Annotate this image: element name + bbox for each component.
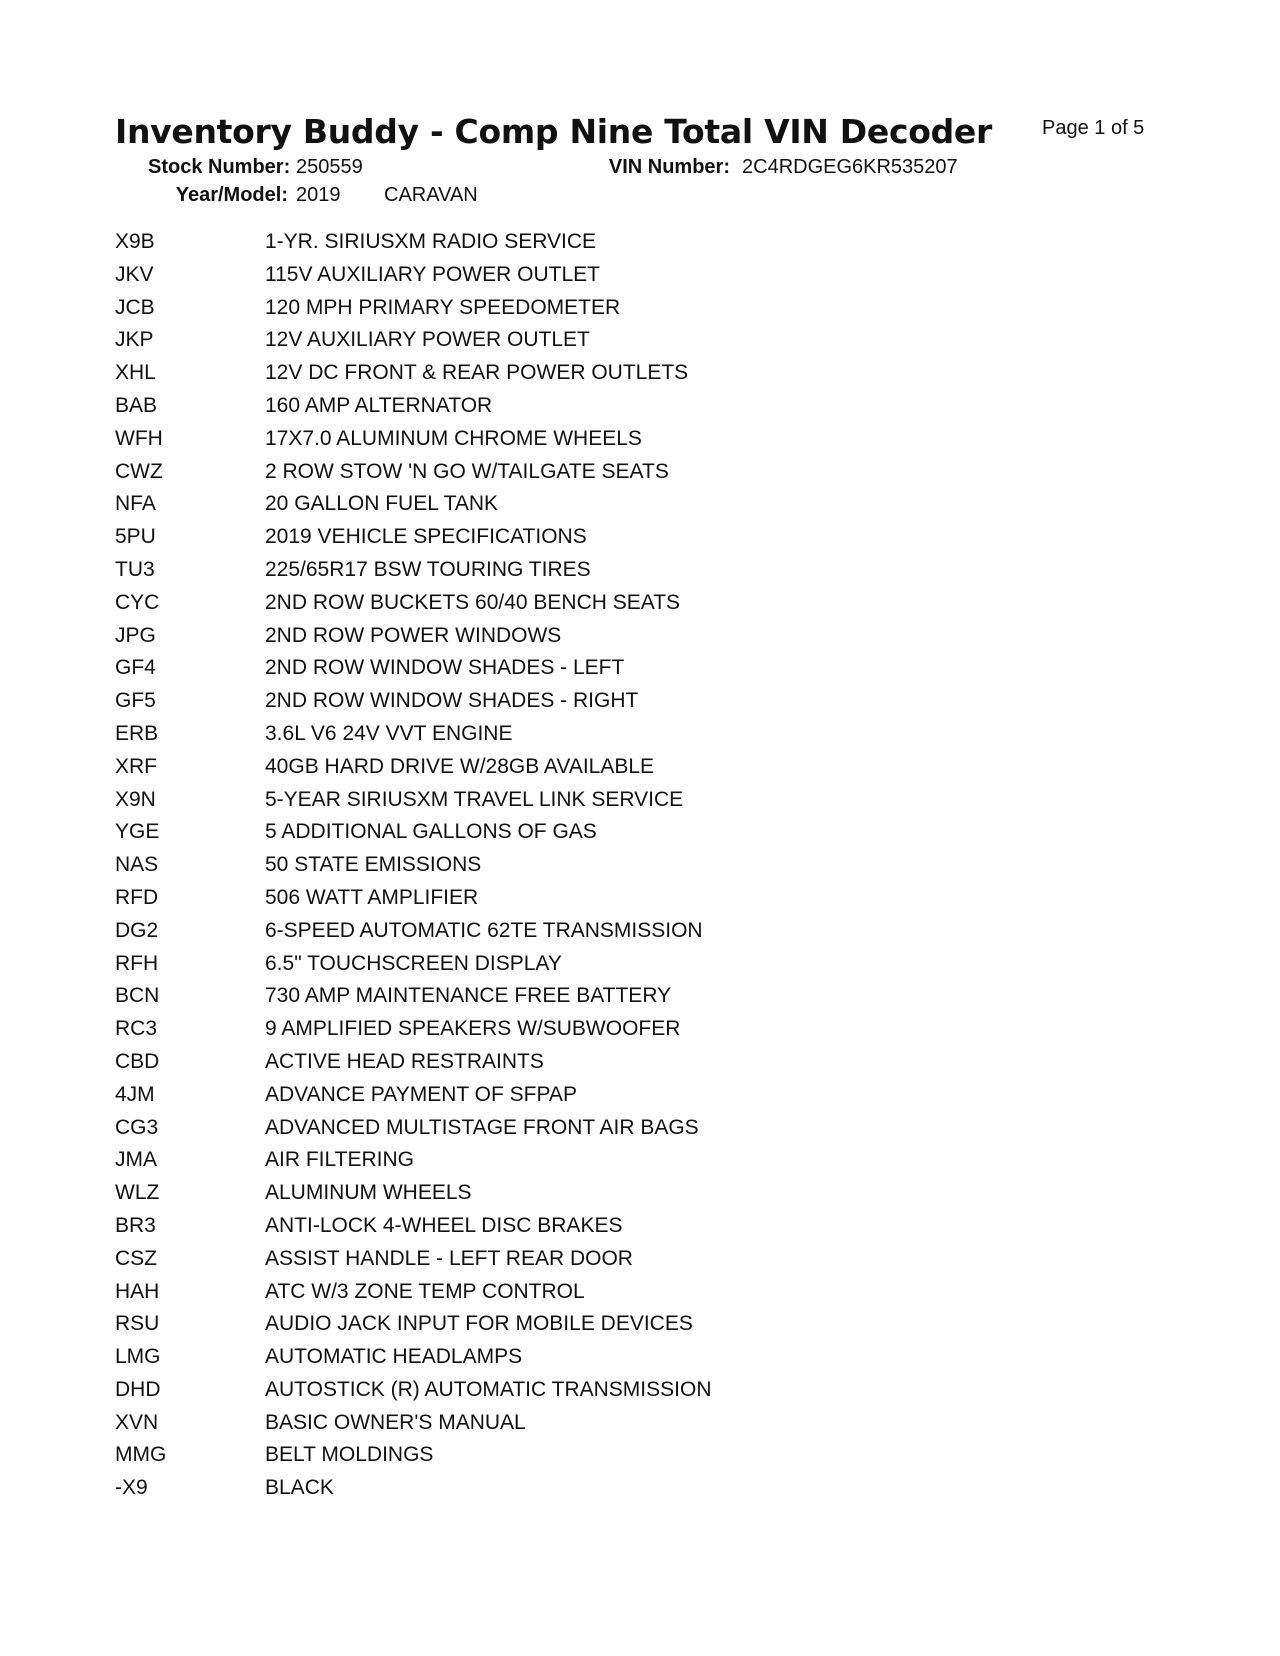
year-value: 2019 [296,184,341,206]
option-code: DHD [115,1377,161,1401]
option-code: XRF [115,754,157,778]
option-row [115,721,1015,754]
option-description: AUDIO JACK INPUT FOR MOBILE DEVICES [265,1312,693,1336]
option-description: 6-SPEED AUTOMATIC 62TE TRANSMISSION [265,918,703,942]
option-description: 115V AUXILIARY POWER OUTLET [265,262,600,286]
page-indicator: Page 1 of 5 [1042,117,1145,139]
option-row [115,459,1015,492]
option-description: 2 ROW STOW 'N GO W/TAILGATE SEATS [265,459,669,483]
option-row [115,787,1015,820]
option-description: 225/65R17 BSW TOURING TIRES [265,557,591,581]
option-row [115,590,1015,623]
option-description: 1-YR. SIRIUSXM RADIO SERVICE [265,230,597,253]
stock-number-value: 250559 [296,156,363,178]
option-row [115,918,1015,951]
option-code: MMG [115,1443,167,1467]
option-row [115,983,1015,1016]
option-description: 2ND ROW POWER WINDOWS [265,623,562,647]
option-row [115,852,1015,885]
option-description: ATC W/3 ZONE TEMP CONTROL [265,1279,585,1303]
option-row [115,754,1015,787]
option-row [115,491,1015,524]
option-description: 17X7.0 ALUMINUM CHROME WHEELS [265,426,642,450]
option-row [115,1377,1015,1410]
option-description: 2ND ROW WINDOW SHADES - RIGHT [265,689,639,713]
option-code: GF5 [115,689,156,713]
option-code: WFH [115,426,163,450]
option-description: 6.5" TOUCHSCREEN DISPLAY [265,951,562,975]
option-code-list [115,229,1015,1508]
option-code: HAH [115,1279,160,1303]
option-description: BLACK [265,1476,334,1500]
option-row [115,623,1015,656]
option-description: 12V AUXILIARY POWER OUTLET [265,328,590,352]
option-code: JMA [115,1148,157,1172]
option-row [115,393,1015,426]
option-description: 3.6L V6 24V VVT ENGINE [265,721,513,745]
option-row [115,885,1015,918]
option-code: RSU [115,1312,160,1336]
option-row [115,1213,1015,1246]
option-description: 20 GALLON FUEL TANK [265,492,499,516]
option-row [115,819,1015,852]
option-row [115,1279,1015,1312]
option-code: WLZ [115,1181,160,1205]
option-description: AUTOSTICK (R) AUTOMATIC TRANSMISSION [265,1377,712,1401]
option-row [115,327,1015,360]
option-code: RFH [115,951,159,975]
option-code: LMG [115,1345,161,1369]
option-description: AUTOMATIC HEADLAMPS [265,1345,523,1369]
option-code: BR3 [115,1213,156,1237]
option-description: BELT MOLDINGS [265,1443,434,1467]
option-row [115,1115,1015,1148]
option-code: TU3 [115,557,155,581]
option-row [115,1442,1015,1475]
option-description: 120 MPH PRIMARY SPEEDOMETER [265,295,621,319]
option-description: ALUMINUM WHEELS [265,1181,472,1205]
option-code: RC3 [115,1017,158,1041]
option-code: JCB [115,295,155,319]
option-description: 160 AMP ALTERNATOR [265,393,493,417]
option-description: ADVANCED MULTISTAGE FRONT AIR BAGS [265,1115,699,1139]
option-code: BAB [115,393,158,417]
option-row [115,1246,1015,1279]
option-code: JPG [115,623,156,647]
option-code: X9B [115,230,155,253]
option-description: BASIC OWNER'S MANUAL [265,1410,526,1434]
document-title: Inventory Buddy - Comp Nine Total VIN Decoder [115,112,992,151]
option-code: CWZ [115,459,163,483]
option-code: ERB [115,721,159,745]
option-description: ANTI-LOCK 4-WHEEL DISC BRAKES [265,1213,623,1237]
option-row [115,1180,1015,1213]
option-row [115,262,1015,295]
option-row [115,1049,1015,1082]
option-row [115,1082,1015,1115]
option-description: 5-YEAR SIRIUSXM TRAVEL LINK SERVICE [265,787,684,811]
option-description: 2ND ROW WINDOW SHADES - LEFT [265,656,625,680]
option-description: 9 AMPLIFIED SPEAKERS W/SUBWOOFER [265,1017,681,1041]
option-row [115,557,1015,590]
option-code: YGE [115,820,160,844]
option-code: NFA [115,492,156,516]
option-row [115,1016,1015,1049]
option-row [115,1147,1015,1180]
model-value: CARAVAN [384,184,478,206]
option-code: JKV [115,262,154,286]
option-row [115,1410,1015,1443]
option-description: 12V DC FRONT & REAR POWER OUTLETS [265,361,689,385]
option-code: X9N [115,787,156,811]
option-code: GF4 [115,656,156,680]
option-code: NAS [115,853,159,877]
option-description: AIR FILTERING [265,1148,414,1172]
option-code: DG2 [115,918,159,942]
option-code: CG3 [115,1115,159,1139]
option-row [115,1311,1015,1344]
option-code: CYC [115,590,160,614]
option-description: 50 STATE EMISSIONS [265,853,482,877]
option-row [115,655,1015,688]
vin-number-label: VIN Number: [608,156,730,178]
option-description: 506 WATT AMPLIFIER [265,885,479,909]
option-code: BCN [115,984,160,1008]
vin-number-value: 2C4RDGEG6KR535207 [742,156,958,178]
option-description: ASSIST HANDLE - LEFT REAR DOOR [265,1246,633,1270]
option-description: 2019 VEHICLE SPECIFICATIONS [265,525,587,549]
option-row [115,426,1015,459]
option-code: -X9 [115,1476,148,1500]
option-description: ADVANCE PAYMENT OF SFPAP [265,1082,577,1106]
option-code: CSZ [115,1246,157,1270]
option-code: 5PU [115,525,156,549]
option-code: 4JM [115,1082,155,1106]
option-code: CBD [115,1049,160,1073]
year-model-label: Year/Model: [175,184,288,206]
stock-number-label: Stock Number: [148,156,291,178]
option-code: JKP [115,328,154,352]
option-code: XHL [115,361,156,385]
option-description: 5 ADDITIONAL GALLONS OF GAS [265,820,597,844]
option-code: RFD [115,885,159,909]
option-row [115,688,1015,721]
option-code: XVN [115,1410,159,1434]
option-row [115,229,1015,262]
option-row [115,524,1015,557]
option-row [115,1475,1015,1508]
option-row [115,1344,1015,1377]
option-row [115,951,1015,984]
option-description: 730 AMP MAINTENANCE FREE BATTERY [265,984,672,1008]
option-description: ACTIVE HEAD RESTRAINTS [265,1049,544,1073]
option-description: 40GB HARD DRIVE W/28GB AVAILABLE [265,754,655,778]
option-description: 2ND ROW BUCKETS 60/40 BENCH SEATS [265,590,681,614]
option-row [115,295,1015,328]
option-row [115,360,1015,393]
